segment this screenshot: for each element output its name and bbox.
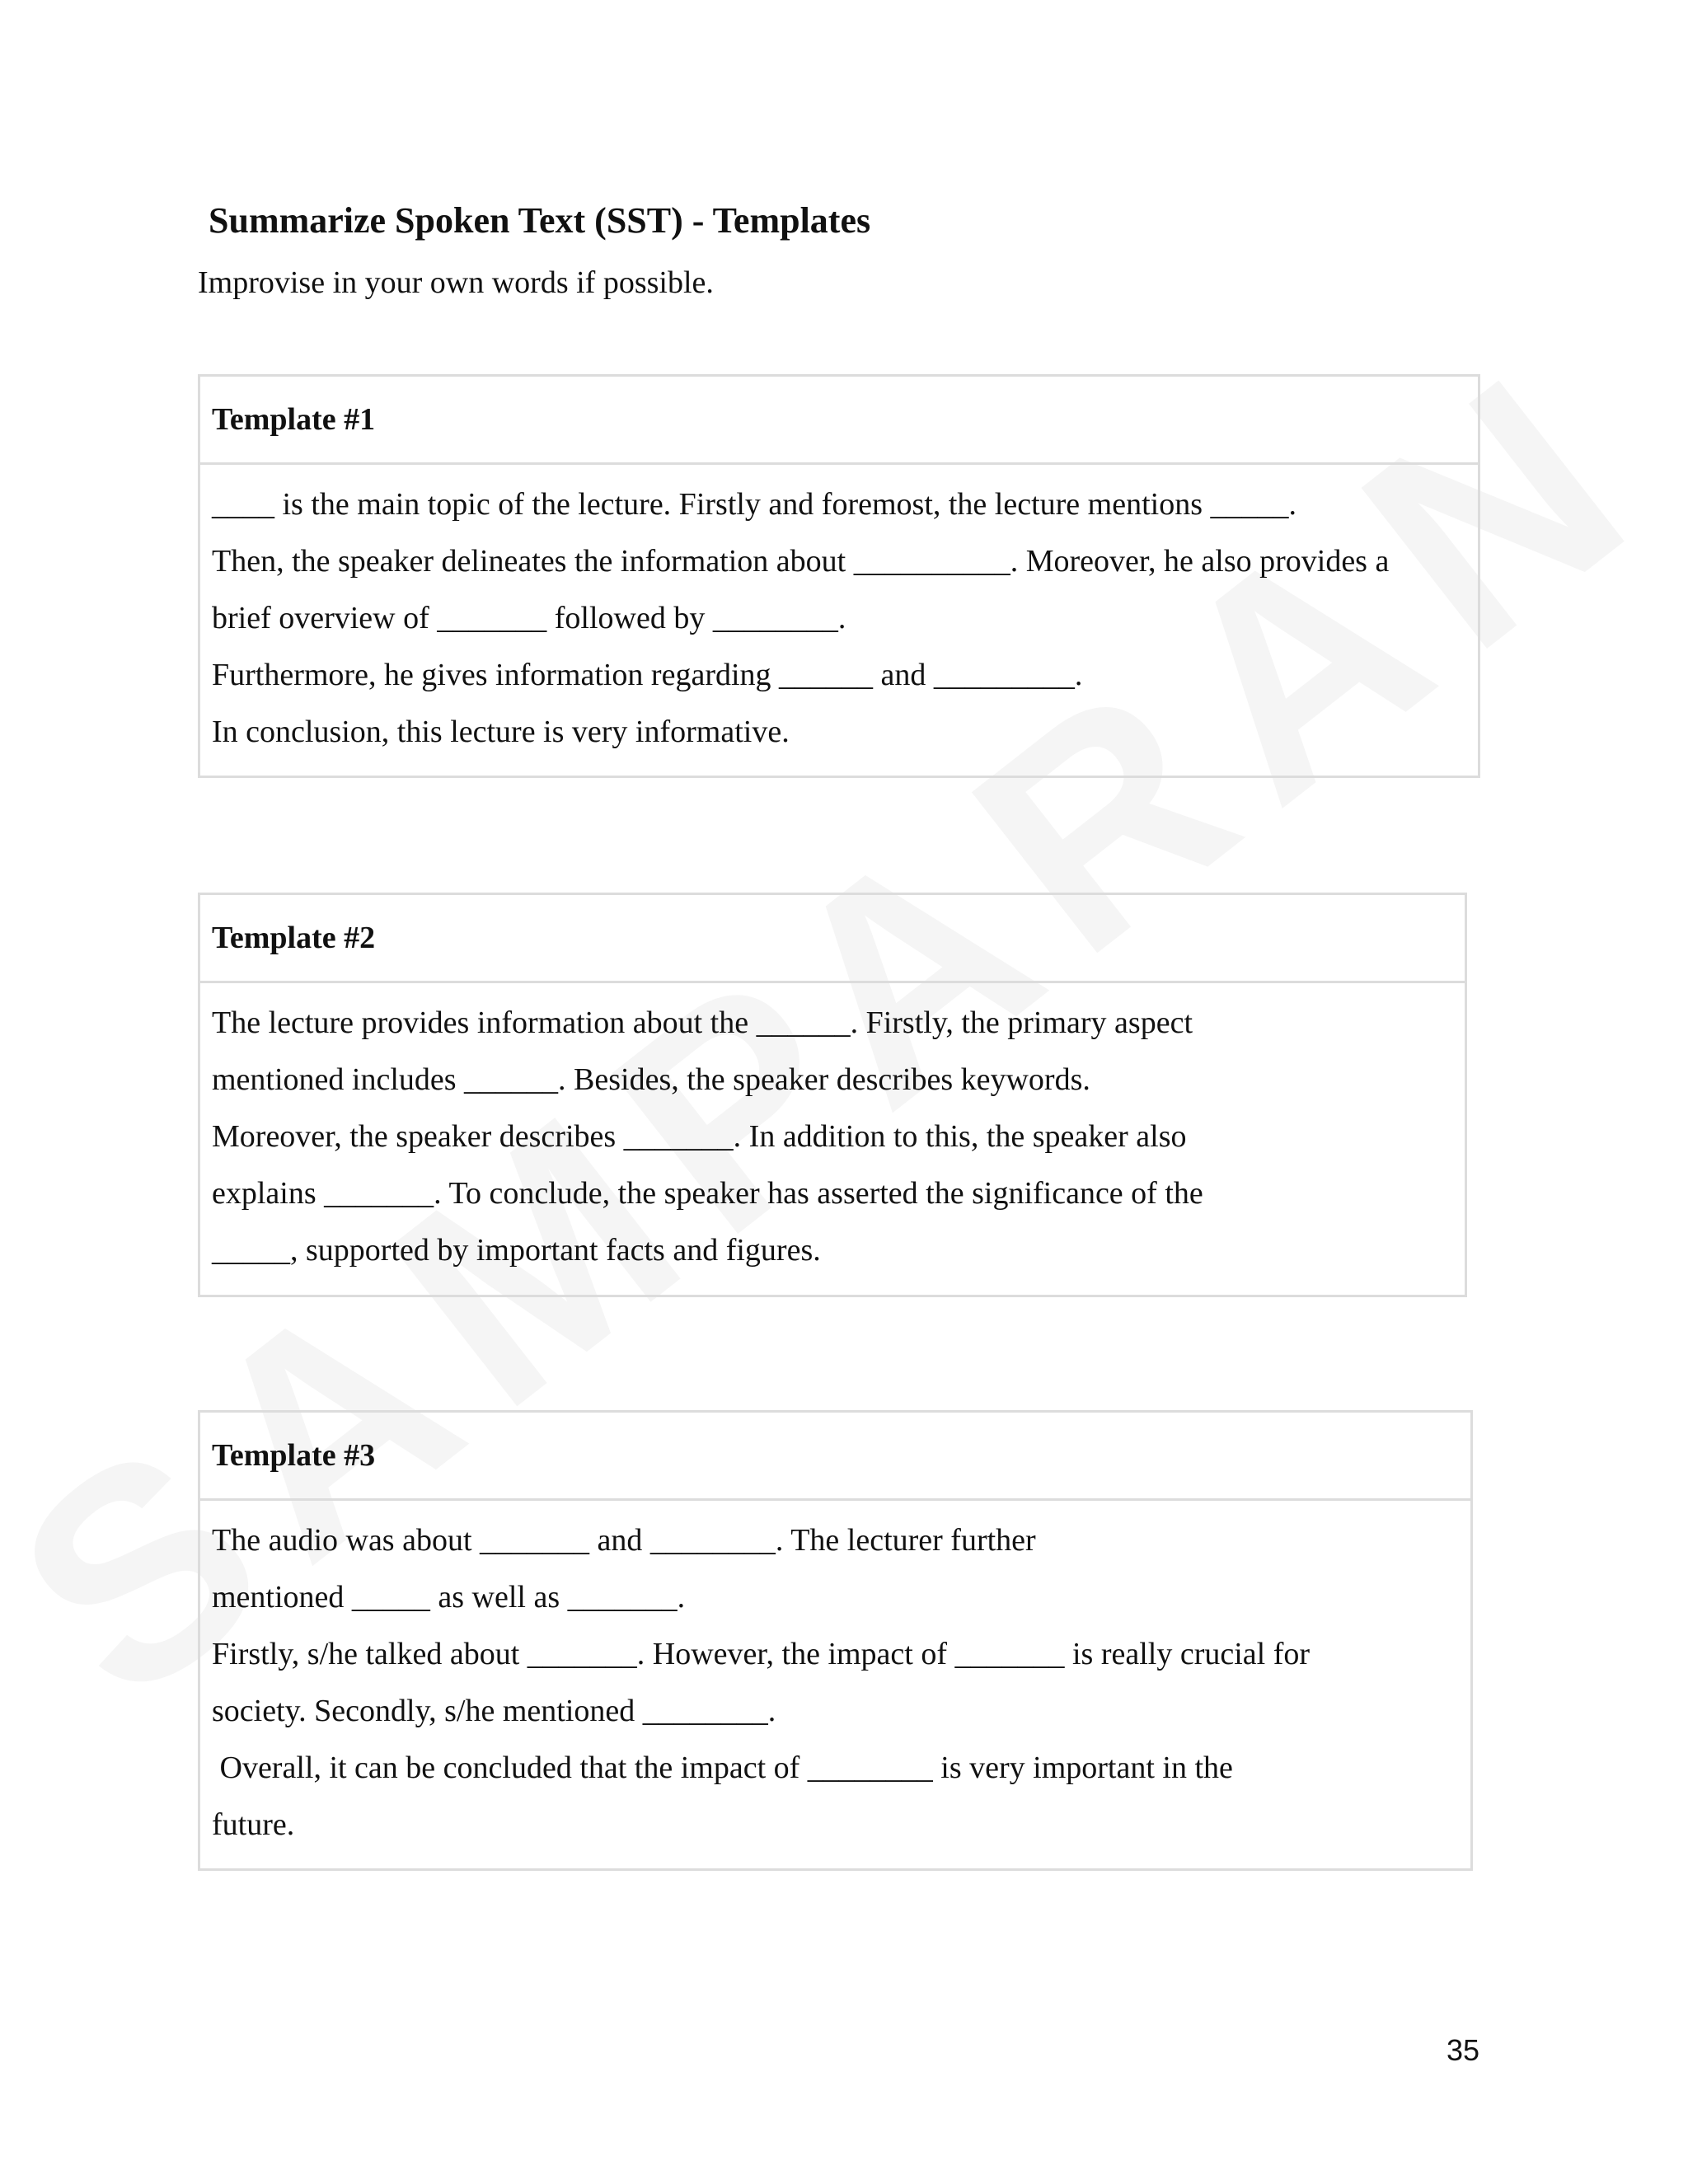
template-title: Template #2 xyxy=(212,921,376,955)
template-line: explains _______. To conclude, the speaker has asserted the significance of the xyxy=(212,1176,1203,1211)
template-body xyxy=(200,465,1478,761)
template-title: Template #1 xyxy=(212,402,376,437)
template-line: The audio was about _______ and ________. The lecturer further xyxy=(212,1523,1036,1558)
template-line: mentioned includes ______. Besides, the speaker describes keywords. xyxy=(212,1062,1090,1097)
page-subtitle: Improvise in your own words if possible. xyxy=(198,265,714,300)
template-body xyxy=(200,1501,1470,1854)
template-line: The lecture provides information about the ______. Firstly, the primary aspect xyxy=(212,1005,1193,1040)
template-line: mentioned _____ as well as _______. xyxy=(212,1580,686,1615)
template-line: Furthermore, he gives information regarding ______ and _________. xyxy=(212,658,1083,692)
template-box-1 xyxy=(198,374,1480,778)
template-header xyxy=(200,895,1465,983)
template-box-2 xyxy=(198,893,1467,1297)
template-line: In conclusion, this lecture is very informative. xyxy=(212,715,790,749)
template-line: _____, supported by important facts and figures. xyxy=(212,1233,821,1268)
template-box-3 xyxy=(198,1410,1473,1871)
template-header xyxy=(200,377,1478,465)
template-body xyxy=(200,983,1465,1279)
template-title: Template #3 xyxy=(212,1438,376,1473)
template-header xyxy=(200,1413,1470,1501)
template-line: ____ is the main topic of the lecture. Firstly and foremost, the lecture mentions _____. xyxy=(212,487,1296,522)
template-line: future. xyxy=(212,1807,295,1842)
template-line: Overall, it can be concluded that the impact of ________ is very important in the xyxy=(212,1750,1233,1785)
page-title: Summarize Spoken Text (SST) - Templates xyxy=(209,200,871,241)
template-line: Firstly, s/he talked about _______. However, the impact of _______ is really crucial for xyxy=(212,1637,1311,1671)
template-line: Moreover, the speaker describes _______. In addition to this, the speaker also xyxy=(212,1119,1187,1154)
template-line: Then, the speaker delineates the information about __________. Moreover, he also provides a xyxy=(212,544,1390,579)
page-number: 35 xyxy=(1447,2033,1480,2067)
template-line: society. Secondly, s/he mentioned ________. xyxy=(212,1694,776,1728)
template-line: brief overview of _______ followed by ________. xyxy=(212,601,846,635)
